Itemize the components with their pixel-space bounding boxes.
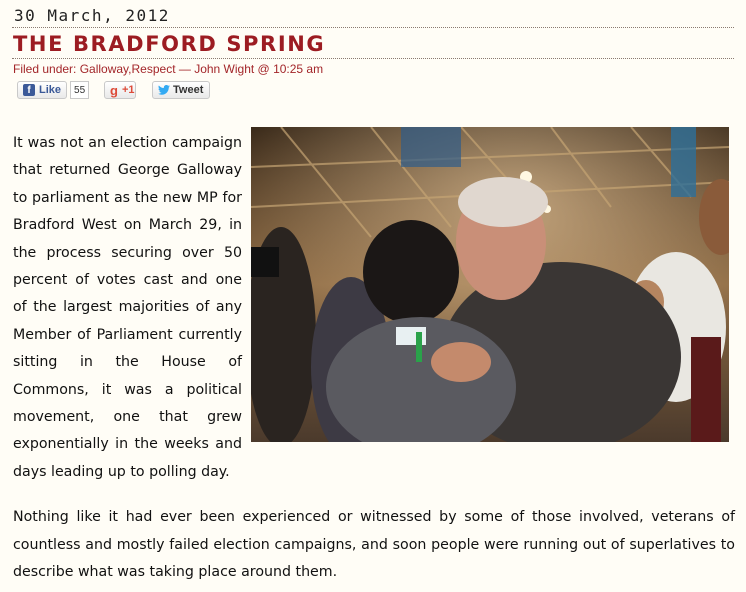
facebook-icon: f [23,84,35,96]
google-plus-icon: g [110,82,118,98]
google-plus-label: +1 [121,84,135,96]
post-date: 30 March, 2012 [14,6,170,25]
tweet-button[interactable] [152,81,210,99]
gplus-widget [104,80,136,100]
google-plus-button[interactable] [104,81,136,99]
article-paragraph-2: Nothing like it had ever been experienced or witnessed by some of those involved, veterans of countless and mostly failed election campaigns, and soon people were running out of superlatives to describe what was taking place around them. [13,509,735,580]
facebook-like-button[interactable] [17,81,67,99]
facebook-like-count: 55 [70,81,89,99]
facebook-like-widget [17,80,89,100]
post-title[interactable]: THE BRADFORD SPRING [13,32,326,56]
tweet-label: Tweet [173,84,204,96]
twitter-bird-icon [158,85,170,95]
title-divider [12,58,734,59]
facebook-like-label: Like [39,84,62,96]
tweet-widget [152,80,210,100]
post-meta[interactable]: Filed under: Galloway,Respect — John Wight @ 10:25 am [13,62,324,76]
date-divider [12,27,734,28]
article-paragraph-1: It was not an election campaign that returned George Galloway to parliament as the new MP for Bradford West on March 29, in the process securing over 50 percent of votes cast and one of the largest majorities of any Member of Parliament currently sitting in the House of Commons, it was a political movement, one that grew exponentially in the weeks and days leading up to polling day. [13,135,242,480]
embrace-photo-illustration [251,127,729,442]
article-photo [251,127,729,442]
